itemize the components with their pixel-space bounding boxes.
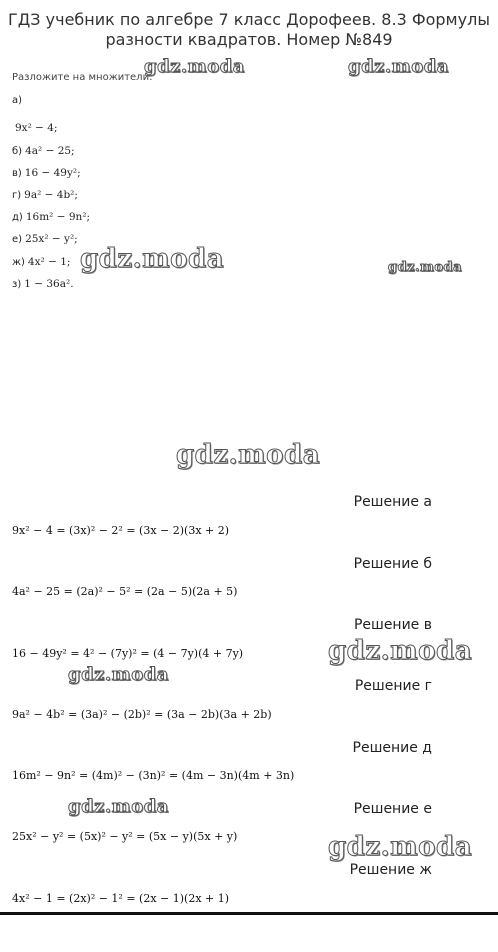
watermark-logo: gdz.moda [144,56,245,77]
watermark-logo: gdz.moda [388,260,463,275]
solution-line-d: 16m² − 9n² = (4m)² − (3n)² = (4m − 3n)(4m + 3n) [12,769,295,782]
solution-line-b: 4a² − 25 = (2a)² − 5² = (2a − 5)(2a + 5) [12,585,238,598]
task-item: з) 1 − 36a². [12,278,74,290]
page-title-line2: разности квадратов. Номер №849 [105,30,393,49]
watermark-logo: gdz.moda [68,664,169,685]
solution-title-b: Решение б [353,556,432,572]
task-item: в) 16 − 49y²; [12,167,81,179]
solution-title-g: Решение г [354,678,432,694]
watermark-logo: gdz.moda [328,832,473,862]
solution-line-zh: 4x² − 1 = (2x)² − 1² = (2x − 1)(2x + 1) [12,892,230,905]
solution-line-a: 9x² − 4 = (3x)² − 2² = (3x − 2)(3x + 2) [12,524,230,537]
solution-title-v: Решение в [353,617,432,633]
solution-title-zh: Решение ж [349,862,432,878]
page-title-line1: ГДЗ учебник по алгебре 7 класс Дорофеев. 8.3 Формулы [8,10,490,29]
solution-line-g: 9a² − 4b² = (3a)² − (2b)² = (3a − 2b)(3a + 2b) [12,708,272,721]
solution-line-e: 25x² − y² = (5x)² − y² = (5x − y)(5x + y) [12,830,238,843]
solution-title-a: Решение а [353,494,432,510]
watermark-logo: gdz.moda [328,636,473,666]
watermark-logo: gdz.moda [80,244,225,274]
bottom-divider [0,912,498,915]
solution-title-e: Решение е [353,801,432,817]
watermark-logo: gdz.moda [68,796,169,817]
task-item: б) 4a² − 25; [12,145,75,157]
task-item: ж) 4x² − 1; [12,256,71,268]
solution-title-d: Решение д [352,740,432,756]
task-item: г) 9a² − 4b²; [12,189,78,201]
watermark-logo: gdz.moda [176,440,321,470]
page-title [0,10,498,50]
task-item: е) 25x² − y²; [12,233,78,245]
task-item: д) 16m² − 9n²; [12,211,91,223]
task-prompt: Разложите на множители: [12,72,153,83]
watermark-logo: gdz.moda [348,56,449,77]
task-item-label-a: а) [12,95,23,106]
task-item: 9x² − 4; [15,122,58,134]
solution-line-v: 16 − 49y² = 4² − (7y)² = (4 − 7y)(4 + 7y) [12,647,244,660]
